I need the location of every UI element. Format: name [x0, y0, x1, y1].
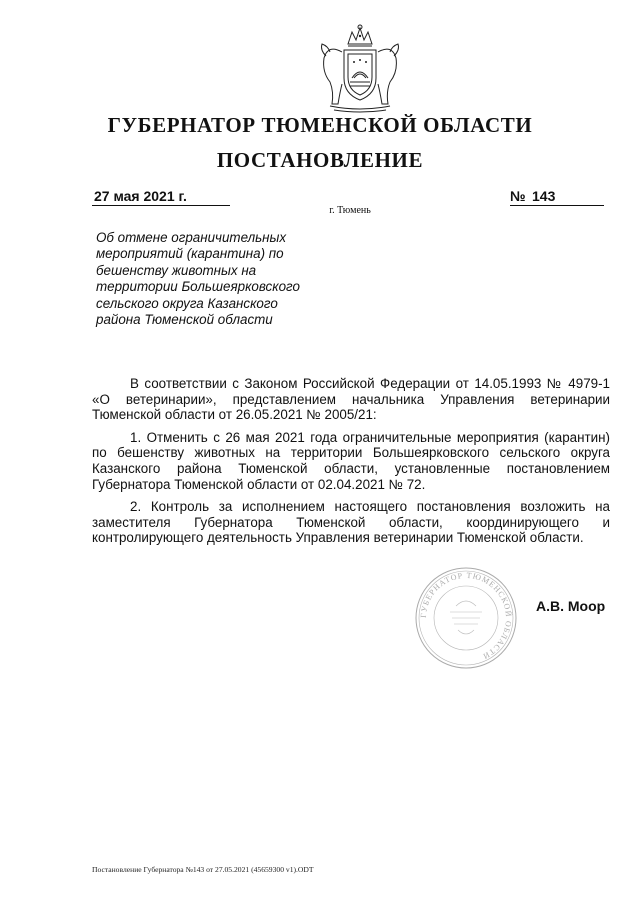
document-subject: Об отмене ограничительных мероприятий (карантина) по бешенству животных на территории Большеярковского сельского округа Казанского района Тюменской области [96, 230, 300, 328]
number-label: № [510, 188, 526, 204]
body-paragraph-1: 1. Отменить с 26 мая 2021 года ограничительные мероприятия (карантин) по бешенству животных на территории Большеярковского сельского округа Казанского района Тюменской области, установленные постановлением Губернатора Тюменской области от 02.04.2021 № 72. [92, 429, 610, 492]
document-number: 143 [532, 188, 556, 204]
seal-text: ГУБЕРНАТОР ТЮМЕНСКОЙ ОБЛАСТИ [418, 570, 514, 662]
official-seal-icon [414, 566, 518, 670]
body-paragraph-2: 2. Контроль за исполнением настоящего постановления возложить на заместителя Губернатора Тюменской области, координирующего и контролирующего деятельность Управления ветеринарии Тюменской области. [92, 499, 610, 546]
document-body [92, 376, 610, 553]
document-type: ПОСТАНОВЛЕНИЕ [216, 148, 424, 172]
signer-name: А.В. Моор [536, 598, 606, 614]
body-paragraph-preamble: В соответствии с Законом Российской Федерации от 14.05.1993 № 4979-1 «О ветеринарии», представлением начальника Управления ветеринарии Тюменской области от 26.05.2021 № 2005/21: [92, 376, 610, 423]
footer-filename: Постановление Губернатора №143 от 27.05.2021 (45659300 v1).ODT [92, 865, 314, 874]
document-date: 27 мая 2021 г. [94, 188, 187, 204]
city-label: г. Тюмень [329, 205, 371, 216]
organization-title: ГУБЕРНАТОР ТЮМЕНСКОЙ ОБЛАСТИ [107, 113, 533, 137]
coat-of-arms-icon [312, 22, 408, 114]
